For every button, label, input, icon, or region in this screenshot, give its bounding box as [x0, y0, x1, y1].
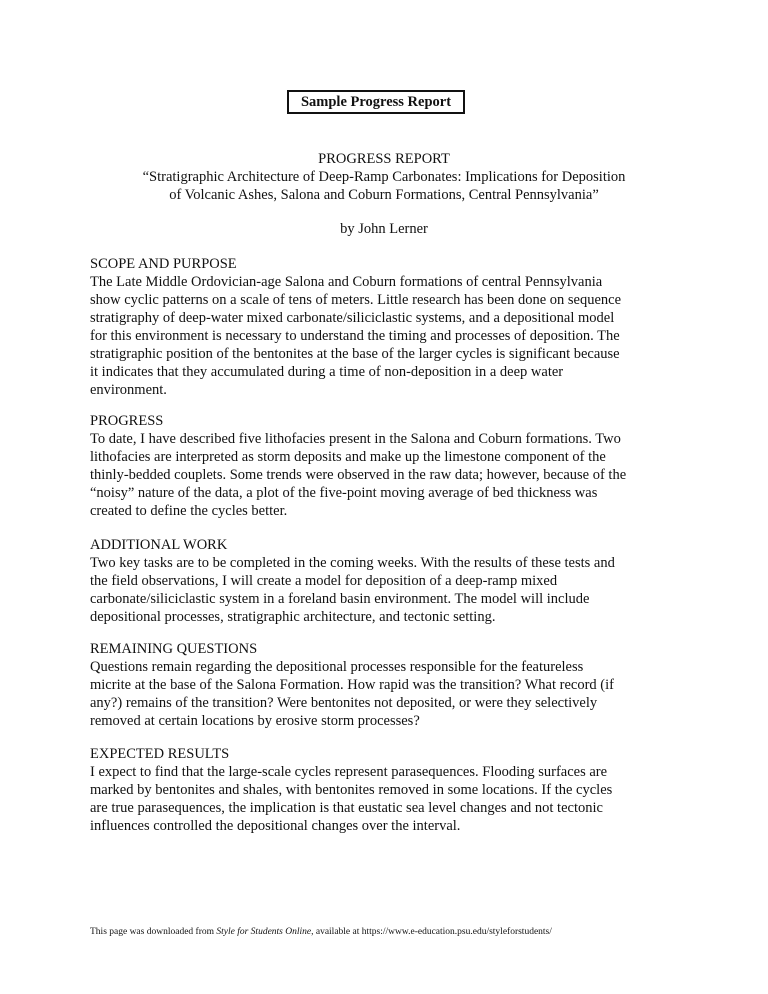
paragraph-line: lithofacies are interpreted as storm deposits and make up the limestone component of the	[90, 449, 606, 465]
report-title-line-1: “Stratigraphic Architecture of Deep-Ramp Carbonates: Implications for Deposition	[142, 169, 626, 185]
paragraph-line: for this environment is necessary to understand the timing and processes of deposition. The	[90, 328, 620, 344]
report-title-line-2: of Volcanic Ashes, Salona and Coburn Formations, Central Pennsylvania”	[169, 187, 599, 203]
paragraph-line: created to define the cycles better.	[90, 503, 288, 519]
report-header	[90, 150, 678, 204]
section-body-expected-results	[90, 763, 690, 835]
paragraph-line: removed at certain locations by erosive storm processes?	[90, 713, 420, 729]
section-heading-additional-work: ADDITIONAL WORK	[90, 537, 228, 553]
sample-report-title: Sample Progress Report	[300, 94, 452, 110]
section-body-progress	[90, 430, 690, 520]
paragraph-line: Two key tasks are to be completed in the coming weeks. With the results of these tests and	[90, 555, 615, 571]
paragraph-line: carbonate/siliciclastic system in a foreland basin environment. The model will include	[90, 591, 590, 607]
paragraph-line: depositional processes, stratigraphic architecture, and tectonic setting.	[90, 609, 496, 625]
paragraph-line: marked by bentonites and shales, with bentonites removed in some locations. If the cycles	[90, 782, 613, 798]
footer-prefix: This page was downloaded from	[90, 927, 217, 937]
paragraph-line: influences controlled the depositional changes over the interval.	[90, 818, 461, 834]
section-body-additional-work	[90, 554, 690, 626]
paragraph-line: micrite at the base of the Salona Formation. How rapid was the transition? What record (if	[90, 677, 614, 693]
page-footer	[90, 926, 552, 938]
footer-suffix: , available at https://www.e-education.psu.edu/styleforstudents/	[311, 927, 552, 937]
paragraph-line: stratigraphy of deep-water mixed carbonate/siliciclastic systems, and a depositional model	[90, 310, 615, 326]
section-body-remaining-questions	[90, 658, 690, 730]
paragraph-line: the field observations, I will create a model for deposition of a deep-ramp mixed	[90, 573, 558, 589]
paragraph-line: I expect to find that the large-scale cycles represent parasequences. Flooding surfaces are	[90, 764, 608, 780]
paragraph-line: show cyclic patterns on a scale of tens of meters. Little research has been done on sequence	[90, 292, 622, 308]
paragraph-line: thinly-bedded couplets. Some trends were observed in the raw data; however, because of the	[90, 467, 627, 483]
paragraph-line: Questions remain regarding the depositional processes responsible for the featureless	[90, 659, 584, 675]
paragraph-line: any?) remains of the transition? Were bentonites not deposited, or were they selectively	[90, 695, 598, 711]
footer-source-name[interactable]: Style for Students Online	[216, 927, 312, 937]
section-heading-scope: SCOPE AND PURPOSE	[90, 256, 237, 272]
paragraph-line: stratigraphic position of the bentonites at the base of the larger cycles is significant because	[90, 346, 620, 362]
section-heading-remaining-questions: REMAINING QUESTIONS	[90, 641, 258, 657]
section-heading-progress: PROGRESS	[90, 413, 164, 429]
section-heading-expected-results: EXPECTED RESULTS	[90, 746, 230, 762]
report-label: PROGRESS REPORT	[318, 151, 450, 167]
sample-report-title-box	[287, 90, 465, 114]
paragraph-line: To date, I have described five lithofacies present in the Salona and Coburn formations. Two	[90, 431, 621, 447]
paragraph-line: it indicates that they accumulated during a time of non-deposition in a deep water	[90, 364, 564, 380]
byline: by John Lerner	[340, 221, 428, 237]
paragraph-line: environment.	[90, 382, 167, 398]
section-body-scope	[90, 273, 690, 399]
paragraph-line: The Late Middle Ordovician-age Salona and Coburn formations of central Pennsylvania	[90, 274, 603, 290]
paragraph-line: are true parasequences, the implication is that eustatic sea level changes and not tectonic	[90, 800, 603, 816]
paragraph-line: “noisy” nature of the data, a plot of the five-point moving average of bed thickness was	[90, 485, 598, 501]
